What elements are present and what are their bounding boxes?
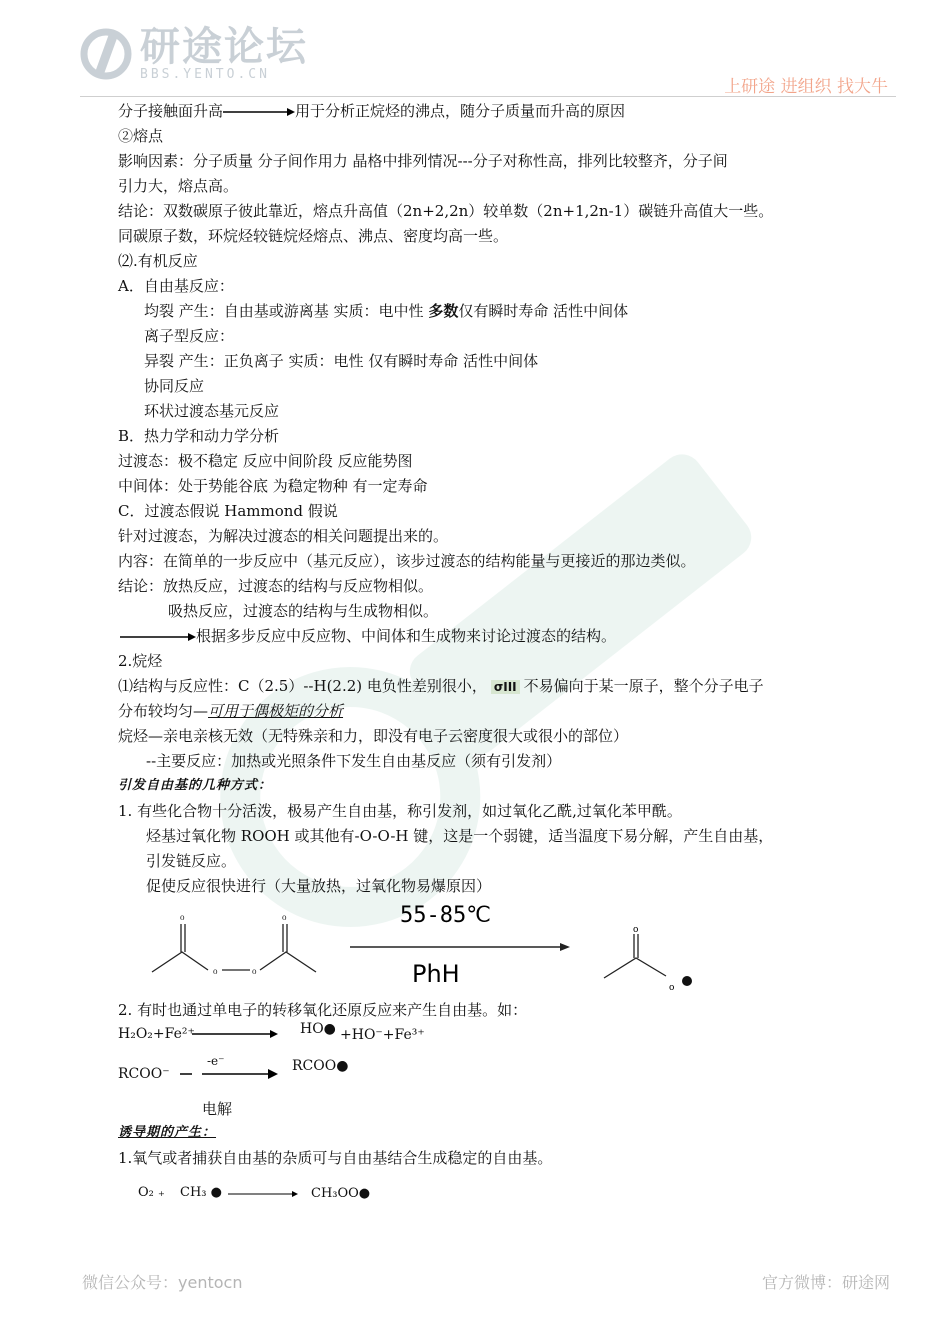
text-line: ⑵.有机反应 (118, 252, 198, 270)
text-line: 电解 (202, 1100, 233, 1118)
text-line: 引力大，熔点高。 (118, 177, 239, 195)
text-line: --主要反应：加热或光照条件下发生自由基反应（须有引发剂） (146, 752, 562, 770)
text-line (118, 100, 625, 122)
sigma-bond-icon: σIII (491, 680, 520, 694)
oxygen-label: o (633, 925, 639, 935)
eq-peroxy-radical: CH₃OO● (311, 1186, 371, 1201)
text-line: A．自由基反应： (118, 277, 234, 295)
text-line: B．热力学和动力学分析 (118, 427, 280, 445)
logo-url: BBS.YENTO.CN (140, 67, 270, 82)
text-line: 吸热反应，过渡态的结构与生成物相似。 (168, 602, 439, 620)
line-text: 分布较均匀— (118, 702, 209, 720)
oxygen-label: o (180, 912, 185, 922)
acetyl-peroxide-structure (152, 924, 316, 972)
text-line: 内容：在简单的一步反应中（基元反应），该步过渡态的结构能量与更接近的那边类似。 (118, 552, 696, 570)
text-line (118, 625, 616, 647)
text-line: 协同反应 (144, 377, 205, 395)
text-line: 过渡态：极不稳定 反应中间阶段 反应能势图 (118, 452, 413, 470)
site-logo[interactable] (80, 26, 308, 82)
arrow-icon (190, 1028, 280, 1040)
oxygen-label: o (282, 912, 287, 922)
line-text: 仅有瞬时寿命 活性中间体 (458, 302, 629, 320)
oxygen-label: o (669, 983, 675, 993)
header-divider (80, 96, 896, 97)
section-heading: 引发自由基的几种方式： (118, 778, 273, 793)
text-line: 2. 有时也通过单电子的转移氧化还原反应来产生自由基。如： (118, 1001, 528, 1019)
eq-rcoo-anion: RCOO⁻ (118, 1066, 170, 1082)
text-line: 异裂 产生：正负离子 实质：电性 仅有瞬时寿命 活性中间体 (144, 352, 539, 370)
oxygen-label: o (252, 966, 257, 976)
arrow-icon (178, 1068, 280, 1080)
text-line: C．过渡态假说 Hammond 假说 (118, 502, 338, 520)
peroxide-decomposition-scheme (140, 900, 710, 1000)
text-line: 环状过渡态基元反应 (144, 402, 280, 420)
text-line: ②熔点 (118, 127, 164, 145)
text-line: 2.烷烃 (118, 652, 163, 670)
eq-products: +HO⁻+Fe³⁺ (340, 1027, 425, 1043)
logo-mark-icon (80, 26, 134, 82)
line-text: C（2.5）--H(2.2) 电负性差别很小， (238, 677, 487, 695)
reaction-condition-solvent: PhH (412, 960, 460, 988)
eq-methyl-radical: CH₃ ● (180, 1185, 222, 1200)
radical-dot-icon (682, 976, 692, 986)
eq-oxygen: O₂ ₊ (138, 1185, 165, 1200)
footer-wechat: 微信公众号：yentocn (82, 1273, 243, 1292)
logo-title: 研途论坛 (140, 24, 308, 70)
text-line: 结论：双数碳原子彼此靠近，熔点升高值（2n+2,2n）较单数（2n+1,2n-1）碳链升高值大一些。 (118, 202, 774, 220)
text-line: 引发链反应。 (146, 852, 237, 870)
text-line: 1. 有些化合物十分活泼，极易产生自由基，称引发剂，如过氧化乙酰,过氧化苯甲酰。 (118, 802, 682, 820)
text-line: 中间体：处于势能谷底 为稳定物种 有一定寿命 (118, 477, 428, 495)
text-line (144, 300, 628, 322)
text-line: 1.氧气或者捕获自由基的杂质可与自由基结合生成稳定的自由基。 (118, 1149, 553, 1167)
text-line: 烃基过氧化物 ROOH 或其他有-O-O-H 键，这是一个弱键，适当温度下易分解，产生自由基， (146, 827, 774, 845)
text-line: 针对过渡态，为解决过渡态的相关问题提出来的。 (118, 527, 449, 545)
footer-weibo: 官方微博：研途网 (761, 1273, 890, 1292)
section-heading: 诱导期的产生： (118, 1125, 217, 1140)
text-line (118, 700, 343, 722)
reaction-condition-temp: 55-85℃ (400, 903, 491, 928)
underlined-text: 可用于偶极矩的分析 (208, 702, 344, 720)
text-line: 同碳原子数，环烷烃较链烷烃熔点、沸点、密度均高一些。 (118, 227, 509, 245)
line-text: 不易偏向于某一原子，整个分子电子 (523, 677, 764, 695)
line-text: 分子接触面升高 (118, 102, 224, 120)
line-text: ⑴结构与反应性： (118, 677, 239, 695)
bold-text: 多数 (428, 302, 459, 320)
text-line: 烷烃—亲电亲核无效（无特殊亲和力，即没有电子云密度很大或很小的部位） (118, 727, 629, 745)
text-line: 影响因素：分子质量 分子间作用力 晶格中排列情况---分子对称性高，排列比较整齐，分子间 (118, 152, 728, 170)
header-slogan: 上研途 进组织 找大牛 (724, 77, 888, 97)
text-line: 结论：放热反应，过渡态的结构与反应物相似。 (118, 577, 434, 595)
reaction-arrow-icon (350, 943, 570, 951)
eq-reactants: H₂O₂+Fe²⁺ (118, 1026, 195, 1042)
line-text: 根据多步反应中反应物、中间体和生成物来讨论过渡态的结构。 (196, 627, 617, 645)
equation-h2o2 (118, 1026, 195, 1042)
text-line (118, 675, 764, 698)
eq-over-arrow: -e⁻ (207, 1054, 225, 1068)
text-line: 促使反应很快进行（大量放热，过氧化物易爆原因） (146, 877, 492, 895)
line-text: 用于分析正烷烃的沸点，随分子质量而升高的原因 (295, 102, 626, 120)
arrow-icon (223, 106, 295, 118)
text-line: 离子型反应： (144, 327, 235, 345)
acetoxy-radical-structure (604, 934, 666, 978)
oxygen-label: o (213, 966, 218, 976)
line-text: 均裂 产生：自由基或游离基 实质：电中性 (144, 302, 429, 320)
arrow-icon (228, 1189, 300, 1199)
arrow-icon (118, 631, 196, 643)
eq-rcoo-radical: RCOO● (292, 1058, 349, 1074)
eq-radical: HO● (300, 1021, 336, 1037)
